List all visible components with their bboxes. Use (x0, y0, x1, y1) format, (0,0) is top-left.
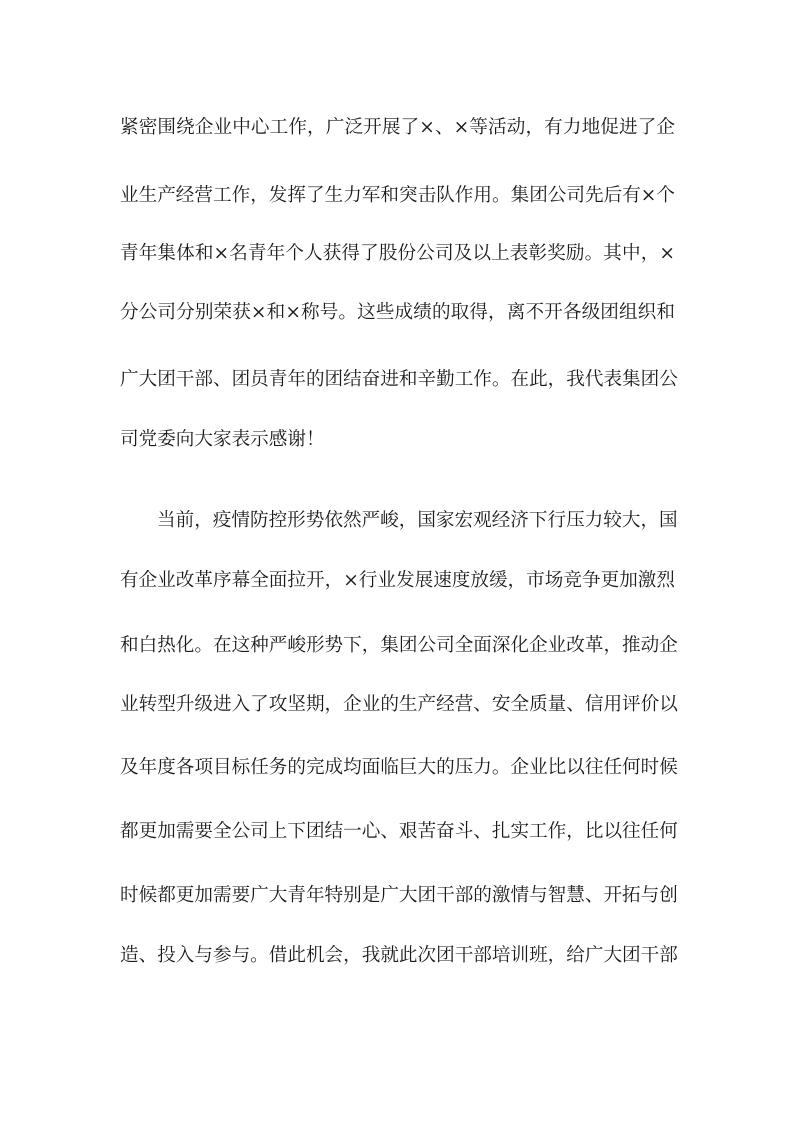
text-line: 紧密围绕企业中心工作，广泛开展了×、×等活动，有力地促进了企 (120, 117, 675, 138)
text-line: 分公司分别荣获×和×称号。这些成绩的取得，离不开各级团组织和 (120, 302, 675, 323)
text-line: 广大团干部、团员青年的团结奋进和辛勤工作。在此，我代表集团公 (120, 369, 678, 390)
text-line: 造、投入与参与。借此机会，我就此次团干部培训班，给广大团干部 (120, 945, 678, 966)
text-line: 时候都更加需要广大青年特别是广大团干部的激情与智慧、开拓与创 (120, 885, 678, 906)
text-line: 司党委向大家表示感谢！ (120, 429, 325, 450)
text-line: 及年度各项目标任务的完成均面临巨大的压力。企业比以往任何时候 (120, 757, 678, 778)
text-line: 有企业改革序幕全面拉开，×行业发展速度放缓，市场竞争更加激烈 (120, 570, 675, 591)
text-line: 和白热化。在这种严峻形势下，集团公司全面深化企业改革，推动企 (120, 635, 678, 656)
text-line: 业生产经营工作，发挥了生力军和突击队作用。集团公司先后有×个 (120, 185, 675, 206)
text-line: 都更加需要全公司上下团结一心、艰苦奋斗、扎实工作，比以往任何 (120, 821, 678, 842)
text-line: 青年集体和×名青年个人获得了股份公司及以上表彰奖励。其中，× (120, 243, 675, 264)
text-line: 业转型升级进入了攻坚期，企业的生产经营、安全质量、信用评价以 (120, 694, 678, 715)
text-line: 当前，疫情防控形势依然严峻，国家宏观经济下行压力较大，国 (157, 510, 678, 531)
